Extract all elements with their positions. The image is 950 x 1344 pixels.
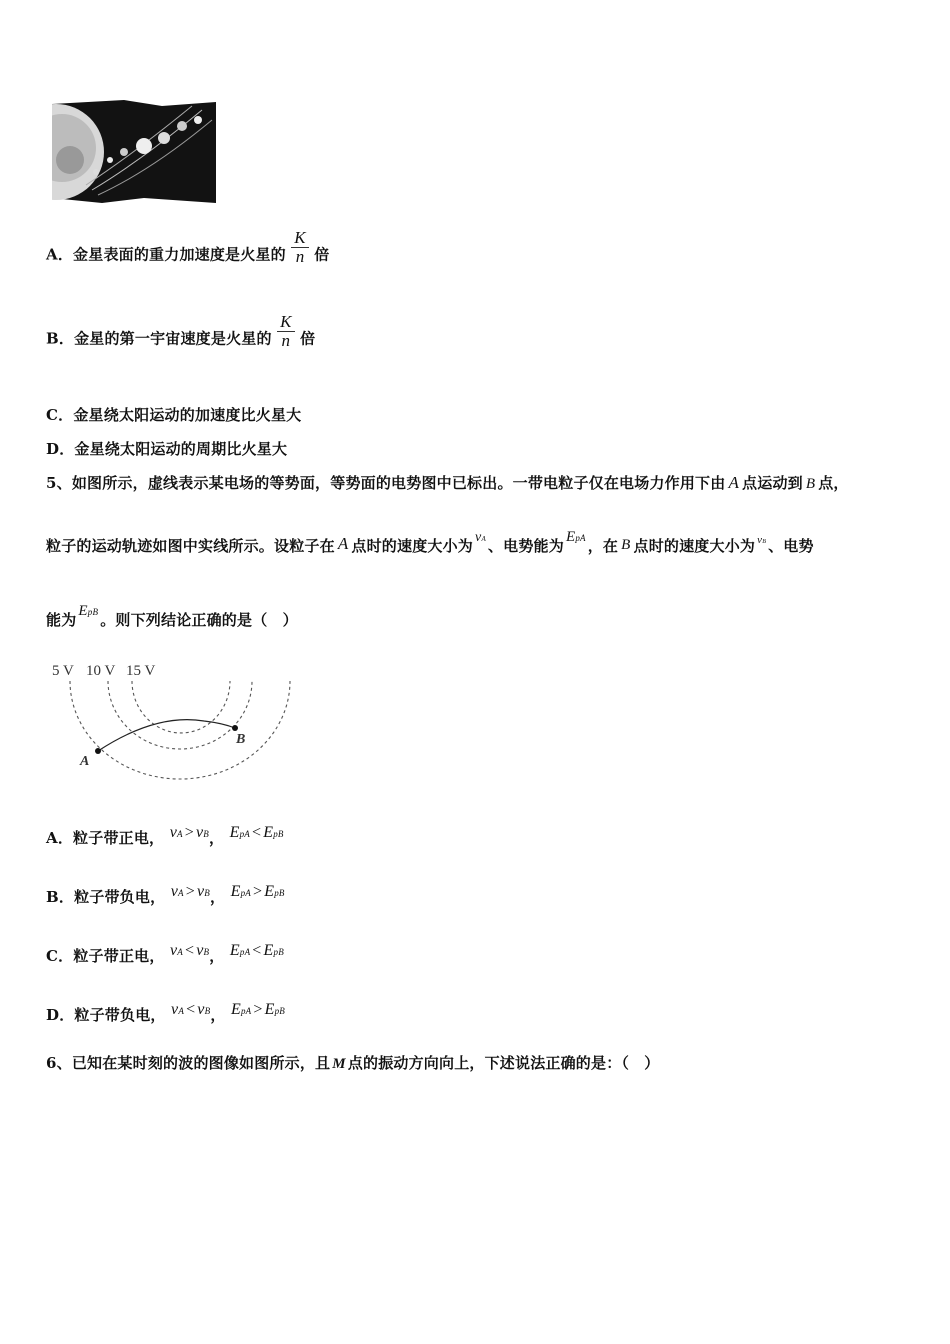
velocity-b [757, 529, 766, 547]
q4-option-c: C．金星绕太阳运动的加速度比火星大 [46, 406, 302, 424]
energy-comparison: EpA > EpB [230, 1001, 285, 1018]
point-b-label: B [621, 537, 631, 553]
q5-option-c [46, 942, 284, 966]
operator: > [185, 883, 195, 900]
operator: < [186, 1001, 196, 1018]
separator: ， [209, 947, 225, 965]
option-text: C．粒子带正电， [46, 947, 165, 965]
operator: > [184, 824, 194, 841]
label-15v: 15 V [126, 663, 156, 679]
subscript: pB [87, 607, 99, 617]
q5-text: 粒子的运动轨迹如图中实线所示。设粒子在 [46, 537, 335, 555]
operator: > [253, 1001, 263, 1018]
separator: ， [210, 1006, 226, 1024]
fraction-denominator: n [295, 247, 305, 266]
q5-text: 、电势 [768, 537, 814, 555]
q5-text: 点运动到 [742, 474, 803, 492]
q6-text: 点的振动方向向上，下述说法正确的是：（ ） [347, 1054, 660, 1072]
q5-text: 点时的速度大小为 [351, 537, 474, 555]
q5-line-1 [46, 472, 849, 493]
label-5v: 5 V [52, 663, 74, 679]
option-text: D．粒子带负电， [46, 1006, 166, 1024]
operator: < [252, 942, 262, 959]
subscript: B [762, 539, 767, 545]
option-text: B．金星的第一宇宙速度是火星的 [46, 329, 272, 348]
energy-b [78, 601, 98, 619]
energy-a [566, 527, 586, 545]
q5-text: ，在 [587, 537, 619, 555]
figure-label-a: A [80, 754, 90, 769]
equipotential-figure [46, 655, 306, 785]
q6-question [46, 1052, 660, 1073]
symbol: v [757, 534, 763, 546]
q5-text: 点， [818, 474, 849, 492]
equipotential-15v [132, 681, 230, 733]
fraction-denominator: n [281, 331, 291, 350]
symbol: E [78, 603, 88, 619]
separator: ， [209, 888, 226, 906]
fraction-numerator: K [291, 229, 309, 248]
q4-option-b [46, 312, 316, 358]
point-a-label: A [337, 534, 349, 553]
q5-line-2 [46, 529, 814, 556]
operator: > [253, 883, 263, 900]
velocity-comparison: vA > vB [169, 824, 209, 841]
velocity-comparison: vA < vB [169, 942, 210, 959]
energy-comparison: EpA > EpB [230, 883, 285, 900]
option-suffix: 倍 [314, 245, 330, 264]
operator: < [251, 824, 262, 841]
q6-text: 6、已知在某时刻的波的图像如图所示，且 [46, 1054, 331, 1072]
q5-option-a [46, 824, 284, 848]
q5-text: 5、如图所示，虚线表示某电场的等势面，等势面的电势图中已标出。一带电粒子仅在电场力作用下由 [46, 474, 726, 492]
velocity-a [475, 527, 486, 545]
figure-label-b: B [236, 732, 246, 747]
option-text: A．金星表面的重力加速度是火星的 [46, 245, 286, 264]
velocity-comparison: vA > vB [170, 883, 210, 900]
point-b-label: B [805, 476, 816, 492]
fraction-numerator: K [277, 313, 295, 332]
label-10v: 10 V [86, 663, 116, 679]
particle-trajectory [98, 720, 235, 751]
q5-text: 能为 [46, 611, 77, 629]
q5-text: 点时的速度大小为 [633, 537, 756, 555]
subscript: A [481, 535, 486, 543]
equipotential-5v [70, 681, 290, 779]
q4-option-d: D．金星绕太阳运动的周期比火星大 [46, 440, 288, 458]
symbol: E [565, 529, 576, 545]
q5-option-b [46, 883, 285, 907]
q5-line-3 [46, 603, 298, 630]
fraction [291, 229, 309, 266]
solar-system-image [52, 100, 216, 203]
q5-text: 。则下列结论正确的是（ ） [100, 611, 298, 629]
energy-comparison: EpA < EpB [229, 942, 284, 959]
point-a [95, 748, 101, 754]
energy-comparison: EpA < EpB [229, 824, 284, 841]
q4-option-a [46, 228, 330, 274]
option-suffix: 倍 [300, 329, 316, 348]
subscript: pA [575, 533, 586, 543]
option-text: A．粒子带正电， [46, 829, 165, 847]
point-m-label: M [332, 1056, 346, 1072]
q5-option-d [46, 1001, 285, 1025]
q5-text: 、电势能为 [487, 537, 564, 555]
operator: < [185, 942, 195, 959]
option-text: B．粒子带负电， [46, 888, 166, 906]
equipotential-10v [108, 681, 252, 749]
symbol: v [475, 530, 482, 545]
fraction [277, 313, 295, 350]
point-a-label: A [728, 473, 740, 492]
separator: ， [208, 829, 225, 847]
point-b [232, 725, 238, 731]
velocity-comparison: vA < vB [171, 1001, 211, 1018]
